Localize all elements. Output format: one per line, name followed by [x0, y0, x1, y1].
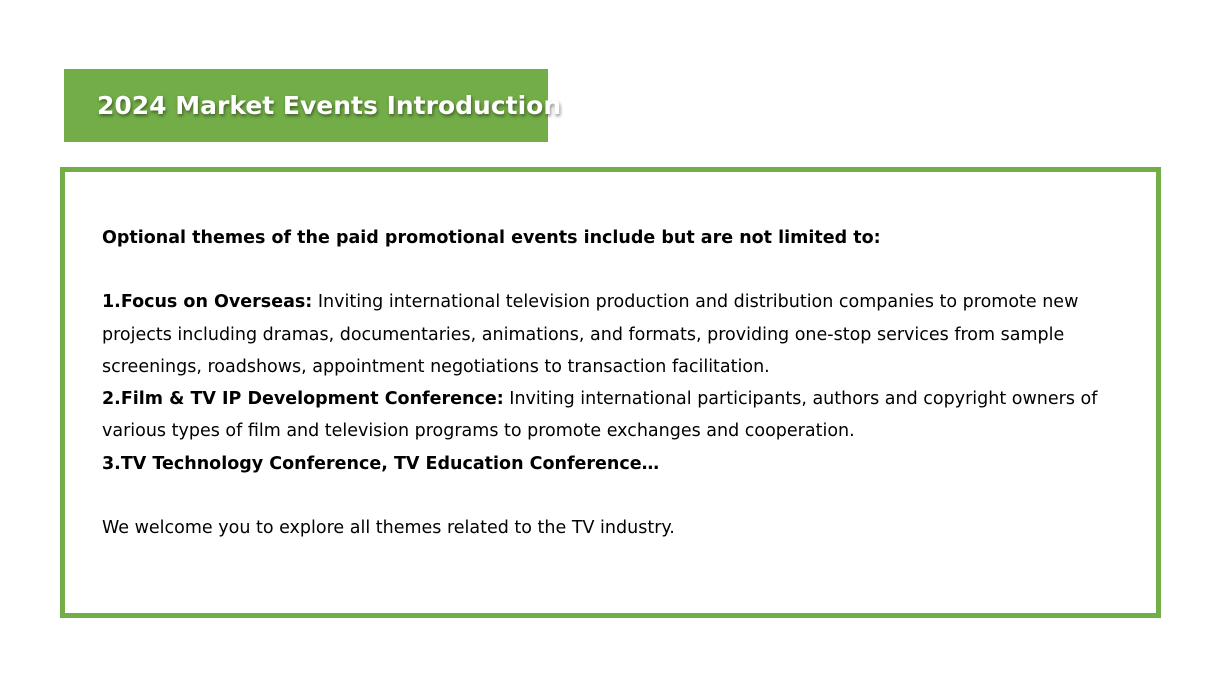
intro-text: Optional themes of the paid promotional events include but are not limited to:	[102, 228, 881, 248]
theme-item-tech-conference	[102, 448, 1132, 480]
theme-item-text: Inviting international participants, authors and copyright owners of various types of film and television programs to promote exchanges and cooperation.	[102, 389, 1098, 442]
theme-item-overseas	[102, 286, 1132, 383]
closing-text: We welcome you to explore all themes related to the TV industry.	[102, 518, 675, 539]
title-banner	[64, 69, 562, 142]
content-body	[102, 222, 1132, 544]
page-title: 2024 Market Events Introduction	[97, 91, 562, 120]
theme-item-text: Inviting international television production and distribution companies to promote new projects including dramas, documentaries, animations, and formats, providing one-stop services from sample screenings, roadshows, appointment negotiations to transaction facilitation.	[102, 292, 1079, 377]
theme-item-lead: 2.Film & TV IP Development Conference:	[102, 389, 504, 410]
theme-item-ip-conference	[102, 383, 1132, 448]
spacer	[102, 480, 1132, 512]
theme-item-lead: 1.Focus on Overseas:	[102, 292, 313, 313]
spacer	[102, 254, 1132, 286]
theme-item-lead: 3.TV Technology Conference, TV Education Conference…	[102, 453, 660, 474]
content-box	[60, 167, 1161, 618]
